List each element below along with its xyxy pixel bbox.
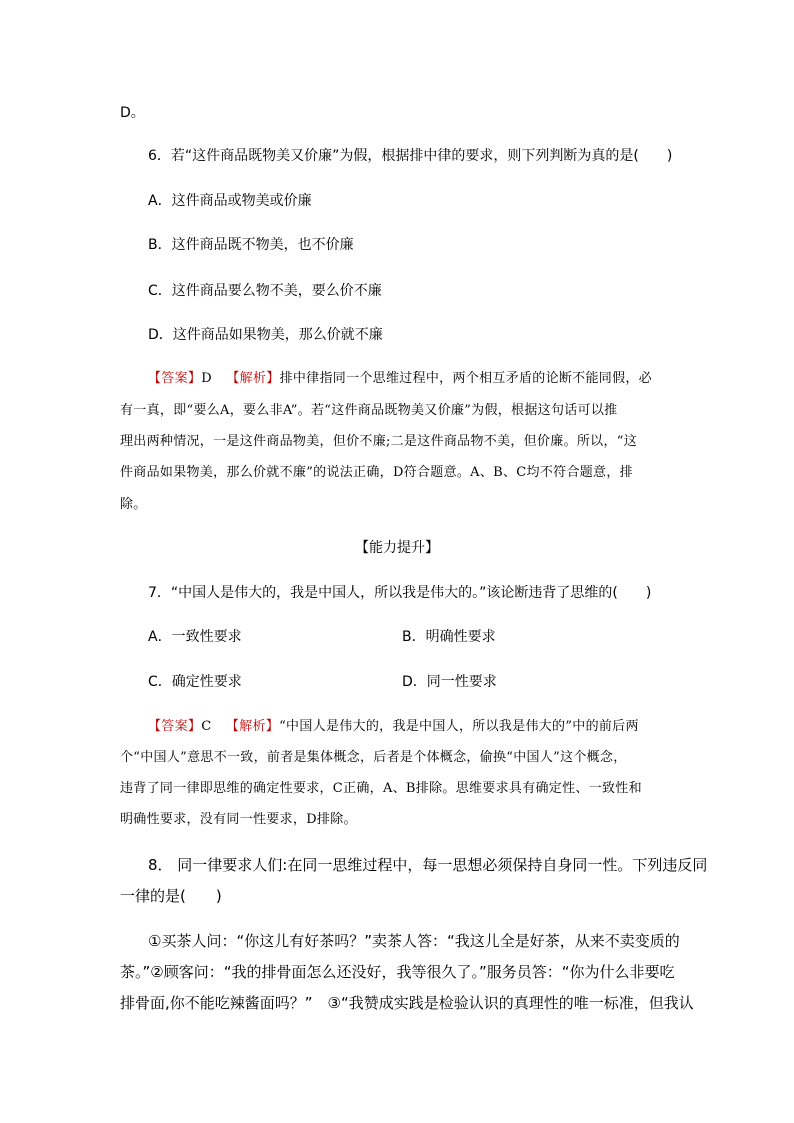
answer-value: C — [201, 719, 212, 734]
q7-option-a: A．一致性要求 — [148, 629, 242, 645]
answer-tag: 【答案】 — [148, 719, 202, 734]
q7-option-c: C．确定性要求 — [148, 674, 242, 690]
q6-analysis-line-2: 有一真，即“要么A，要么非A”。若“这件商品既物美又价廉”为假，根据这句话可以推 — [120, 403, 618, 418]
previous-answer-tail: D。 — [120, 105, 145, 121]
q6-option-c: C．这件商品要么物不美，要么价不廉 — [148, 283, 382, 299]
q6-option-b: B．这件商品既不物美，也不价廉 — [148, 237, 354, 253]
analysis-tag: 【解析】 — [225, 719, 280, 734]
analysis-text: “中国人是伟大的，我是中国人，所以我是伟大的”中的前后两 — [279, 719, 639, 734]
q7-analysis-line-2: 个“中国人”意思不一致，前者是集体概念，后者是个体概念，偷换“中国人”这个概念， — [120, 750, 627, 765]
q7-option-d: D．同一性要求 — [402, 674, 497, 690]
analysis-tag: 【解析】 — [226, 371, 280, 386]
q7-answer-line-1 — [148, 717, 639, 737]
q6-analysis-line-5: 除。 — [120, 497, 147, 512]
q8-body-line-1: ①买茶人问：“你这儿有好茶吗？”卖茶人答：“我这儿全是好茶，从来不卖变质的 — [148, 932, 680, 950]
q8-stem-line-2: 一律的是( ) — [120, 887, 222, 905]
answer-tag: 【答案】 — [148, 371, 202, 386]
q6-option-a: A．这件商品或物美或价廉 — [148, 193, 312, 209]
analysis-text: 排中律指同一个思维过程中，两个相互矛盾的论断不能同假，必 — [279, 371, 652, 386]
answer-value: D — [201, 371, 212, 386]
q8-body-line-2: 茶。”②顾客问：“我的排骨面怎么还没好，我等很久了。”服务员答：“你为什么非要吃 — [120, 963, 675, 981]
q6-option-d: D．这件商品如果物美，那么价就不廉 — [148, 327, 383, 343]
q8-body-line-3: 排骨面,你不能吃辣酱面吗？” ③“我赞成实践是检验认识的真理性的唯一标准，但我认 — [120, 994, 694, 1012]
q6-analysis-line-3: 理出两种情况，一是这件商品物美，但价不廉;二是这件商品物不美，但价廉。所以，“这 — [120, 434, 638, 449]
q7-stem: 7．“中国人是伟大的，我是中国人，所以我是伟大的。”该论断违背了思维的( ) — [148, 585, 652, 601]
q6-answer-line-1 — [148, 369, 652, 389]
q7-analysis-line-4: 明确性要求，没有同一性要求，D排除。 — [120, 812, 357, 827]
q7-analysis-line-3: 违背了同一律即思维的确定性要求，C正确，A、B排除。思维要求具有确定性、一致性和 — [120, 781, 642, 796]
q7-option-b: B．明确性要求 — [402, 629, 496, 645]
section-title: 【能力提升】 — [355, 540, 439, 556]
q6-analysis-line-4: 件商品如果物美，那么价就不廉”的说法正确，D符合题意。A、B、C均不符合题意，排 — [120, 465, 633, 480]
q6-stem: 6．若“这件商品既物美又价廉”为假，根据排中律的要求，则下列判断为真的是( ) — [148, 148, 673, 164]
q8-stem-line-1: 8． 同一律要求人们:在同一思维过程中，每一思想必须保持自身同一性。下列违反同 — [148, 856, 708, 874]
